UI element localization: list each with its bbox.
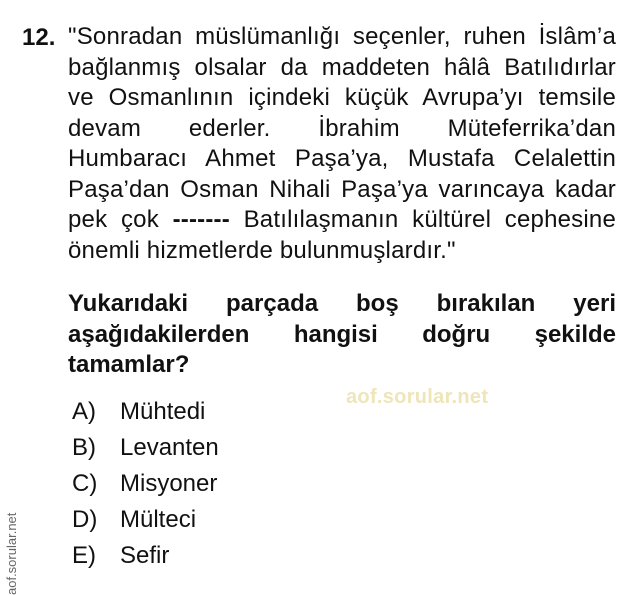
option-letter: D)	[72, 506, 98, 533]
watermark: aof.sorular.net	[346, 386, 489, 408]
option-e[interactable]	[72, 542, 219, 578]
passage-text: pek çok	[68, 206, 173, 233]
passage-line: devam ederler. İbrahim Müteferrika’dan	[68, 114, 616, 142]
passage-line: "Sonradan müslümanlığı seçenler, ruhen İslâm’a	[68, 23, 616, 50]
option-letter: A)	[72, 398, 96, 425]
prompt-line: aşağıdakilerden hangisi doğru şekilde	[68, 320, 616, 348]
prompt-line: Yukarıdaki parçada boş bırakılan yeri	[68, 290, 616, 317]
option-a[interactable]	[72, 398, 219, 434]
question-number: 12.	[22, 24, 56, 51]
passage-line: Paşa’dan Osman Nihali Paşa’ya varıncaya kadar	[68, 175, 616, 203]
option-text: Mülteci	[120, 506, 197, 533]
option-letter: B)	[72, 434, 96, 461]
option-d[interactable]	[72, 506, 219, 542]
passage-line: ve Osmanlının içindeki küçük Avrupa’yı temsile	[68, 84, 616, 111]
passage-line: önemli hizmetlerde bulunmuşlardır."	[68, 236, 456, 264]
prompt-line: tamamlar?	[68, 351, 190, 378]
option-b[interactable]	[72, 434, 219, 470]
option-text: Sefir	[120, 542, 170, 569]
question-passage	[68, 22, 616, 266]
option-letter: C)	[72, 470, 98, 497]
option-text: Levanten	[120, 434, 219, 461]
passage-text: Batılılaşmanın kültürel cephesine	[229, 206, 616, 233]
blank-marker: -------	[172, 206, 230, 233]
option-text: Mühtedi	[120, 398, 206, 425]
passage-line: Humbaracı Ahmet Paşa’ya, Mustafa Celalettin	[68, 145, 616, 172]
option-text: Misyoner	[120, 470, 218, 497]
side-watermark: aof.sorular.net	[4, 512, 19, 595]
option-c[interactable]	[72, 470, 219, 506]
passage-line-with-blank	[68, 205, 616, 236]
option-letter: E)	[72, 542, 96, 569]
passage-line: bağlanmış olsalar da maddeten hâlâ Batılıdırlar	[68, 53, 616, 81]
question-prompt	[68, 289, 616, 381]
answer-options	[72, 398, 219, 578]
